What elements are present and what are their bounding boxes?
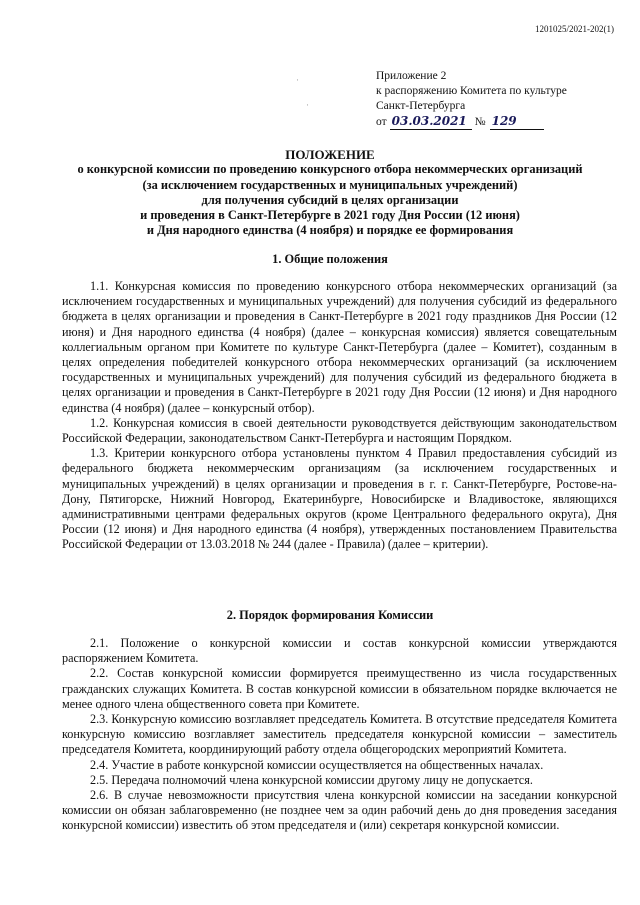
- document-title: [40, 147, 620, 239]
- date-prefix: от: [376, 116, 387, 128]
- title-line: о конкурсной комиссии по проведению конкурсного отбора некоммерческих организаций: [77, 162, 583, 177]
- appendix-line: Санкт-Петербурга: [376, 100, 466, 112]
- section-1-body: [62, 279, 617, 553]
- title-line: для получения субсидий в целях организации: [201, 192, 459, 207]
- scan-speck: ·: [306, 100, 309, 110]
- appendix-date-line: [376, 114, 567, 130]
- handwritten-number: 129: [490, 114, 544, 130]
- handwritten-date: 03.03.2021: [390, 114, 472, 130]
- paragraph-2-5: 2.5. Передача полномочий члена конкурсной комиссии другому лицу не допускается.: [90, 772, 533, 787]
- section-1-heading: 1. Общие положения: [272, 252, 388, 266]
- title-line: (за исключением государственных и муниципальных учреждений): [142, 177, 518, 192]
- document-number: 1201025/2021-202(1): [535, 24, 614, 34]
- title-line: и Дня народного единства (4 ноября) и порядке ее формирования: [146, 223, 514, 238]
- title-main: ПОЛОЖЕНИЕ: [285, 147, 375, 162]
- paragraph-2-3: 2.3. Конкурсную комиссию возглавляет председатель Комитета. В отсутствие председателя Комитета конкурсную комиссию возглавляет заместитель председателя конкурсной комиссии – заместитель председателя Комитета, координирующий работу отдела общегородских мероприятий Комитета.: [62, 712, 617, 757]
- paragraph-2-4: 2.4. Участие в работе конкурсной комиссии осуществляется на общественных началах.: [90, 757, 544, 772]
- appendix-line: к распоряжению Комитета по культуре: [376, 85, 567, 97]
- paragraph-1-2: 1.2. Конкурсная комиссия в своей деятельности руководствуется действующим законодательством Российской Федерации, законодательством Санкт-Петербурга и настоящим Порядком.: [62, 415, 617, 446]
- paragraph-2-6: 2.6. В случае невозможности присутствия члена конкурсной комиссии на заседании конкурсной комиссии он обязан заблаговременно (не позднее чем за один рабочий день до дня проведения заседания конкурсной комиссии) известить об этом председателя и (или) секретаря конкурсной комиссии.: [62, 788, 617, 833]
- paragraph-1-1: 1.1. Конкурсная комиссия по проведению конкурсного отбора некоммерческих организаций (за исключением государственных и муниципальных учреждений) для получения субсидий из федерального бюджета в целях организации и проведения в Санкт-Петербурге в 2021 году праздников Дня России (12 июня) и Дня народного единства (4 ноября) (далее – конкурсная комиссия) является совещательным коллегиальным органом при Комитете по культуре Санкт-Петербурга (далее – Комитет), созданным в целях определения победителей конкурсного отбора некоммерческих организаций (за исключением государственных и муниципальных учреждений) для получения субсидий из федерального бюджета в целях организации и проведения в Санкт-Петербурге в 2021 году Дня России (12 июня) и Дня народного единства (4 ноября) (далее – конкурсный отбор).: [62, 279, 617, 415]
- scan-speck: ·: [296, 75, 299, 85]
- appendix-block: [376, 69, 567, 130]
- section-2-body: [62, 636, 617, 834]
- number-prefix: №: [474, 116, 486, 128]
- paragraph-2-1: 2.1. Положение о конкурсной комиссии и состав конкурсной комиссии утверждаются распоряжением Комитета.: [62, 636, 617, 666]
- paragraph-2-2: 2.2. Состав конкурсной комиссии формируется преимущественно из числа государственных гражданских служащих Комитета. В состав конкурсной комиссии в обязательном порядке включается не менее одного члена общественного совета при Комитете.: [62, 666, 617, 711]
- appendix-line: Приложение 2: [376, 70, 447, 82]
- section-2-heading: 2. Порядок формирования Комиссии: [226, 608, 434, 622]
- title-line: и проведения в Санкт-Петербурге в 2021 году Дня России (12 июня): [140, 208, 520, 223]
- paragraph-1-3: 1.3. Критерии конкурсного отбора установлены пунктом 4 Правил предоставления субсидий из федерального бюджета некоммерческим организациям (за исключением государственных и муниципальных учреждений) в целях организации и проведения в г. г. Санкт-Петербурге, Ростове-на-Дону, Пятигорске, Нижний Новгород, Екатеринбурге, Новосибирске и Владивостоке, являющихся административными центрами федеральных округов (кроме Центрального федерального округа), Дня России (12 июня) и Дня народного единства (4 ноября), утвержденных постановлением Правительства Российской Федерации от 13.03.2018 № 244 (далее - Правила) (далее – критерии).: [62, 446, 617, 552]
